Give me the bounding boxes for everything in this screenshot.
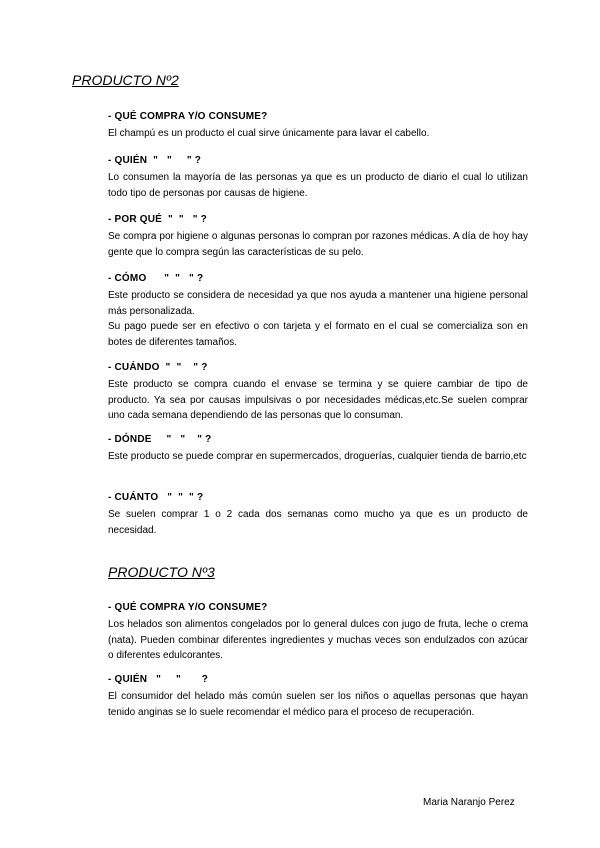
question-heading: - CÓMO " " " ? — [108, 273, 204, 284]
product-2-q7 — [108, 491, 528, 538]
product-2-q3 — [108, 213, 528, 260]
question-heading: - CUÁNDO " " " ? — [108, 362, 208, 373]
question-heading: - POR QUÉ " " " ? — [108, 214, 207, 225]
answer-text — [108, 689, 528, 720]
question-heading: - DÓNDE " " " ? — [108, 434, 212, 445]
answer-text — [108, 229, 528, 260]
answer-paragraph: Su pago puede ser en efectivo o con tarjeta y el formato en el cual se comercializa son en botes de diferentes tamaños. — [108, 321, 528, 348]
answer-text — [108, 377, 528, 424]
question-heading: - QUÉ COMPRA Y/O CONSUME? — [108, 111, 268, 122]
answer-paragraph: Los helados son alimentos congelados por lo general dulces con jugo de fruta, leche o crema (nata). Pueden combinar diferentes ingredientes y muchas veces son endulzados con azúcar o diferentes edulcorantes. — [108, 619, 528, 661]
product-3-q2 — [108, 673, 528, 720]
question-heading: - QUÉ COMPRA Y/O CONSUME? — [108, 602, 268, 613]
product-2-title: PRODUCTO Nº2 — [72, 72, 179, 88]
answer-text — [108, 288, 528, 350]
question-heading: - QUIÉN " " " ? — [108, 155, 202, 166]
answer-paragraph: El champú es un producto el cual sirve únicamente para lavar el cabello. — [108, 128, 430, 139]
product-2-q2 — [108, 154, 528, 201]
author-footer: Maria Naranjo Perez — [423, 797, 515, 808]
answer-paragraph: El consumidor del helado más común suelen ser los niños o aquellas personas que hayan tenido anginas se lo suele recomendar el médico para el proceso de recuperación. — [108, 691, 528, 718]
answer-paragraph: Se compra por higiene o algunas personas lo compran por razones médicas. A día de hoy hay gente que lo compra según las características de su pelo. — [108, 231, 528, 258]
product-3-title: PRODUCTO Nº3 — [108, 564, 215, 580]
answer-paragraph: Este producto se puede comprar en supermercados, droguerías, cualquier tienda de barrio,etc — [108, 451, 527, 462]
product-2-q6 — [108, 433, 528, 465]
answer-text — [108, 507, 528, 538]
product-2-q4 — [108, 272, 528, 350]
product-3-q1 — [108, 601, 528, 664]
answer-paragraph: Se suelen comprar 1 o 2 cada dos semanas como mucho ya que es un producto de necesidad. — [108, 509, 528, 536]
question-heading: - CUÁNTO " " " ? — [108, 492, 204, 503]
answer-text — [108, 170, 528, 201]
answer-text — [108, 126, 528, 142]
answer-text — [108, 617, 528, 664]
product-2-q5 — [108, 361, 528, 424]
question-heading: - QUIÉN " " ? — [108, 674, 209, 685]
answer-paragraph: Lo consumen la mayoría de las personas ya que es un producto de diario el cual lo utilizan todo tipo de personas por causas de higiene. — [108, 172, 528, 199]
answer-paragraph: Este producto se considera de necesidad ya que nos ayuda a mantener una higiene personal más personalizada. — [108, 290, 528, 317]
product-2-q1 — [108, 110, 528, 142]
answer-text — [108, 449, 528, 465]
answer-paragraph: Este producto se compra cuando el envase se termina y se quiere cambiar de tipo de producto. Ya sea por causas impulsivas o por necesidades médicas,etc.Se suelen comprar uno cada semana dependiendo de las personas que lo consuman. — [108, 379, 528, 421]
